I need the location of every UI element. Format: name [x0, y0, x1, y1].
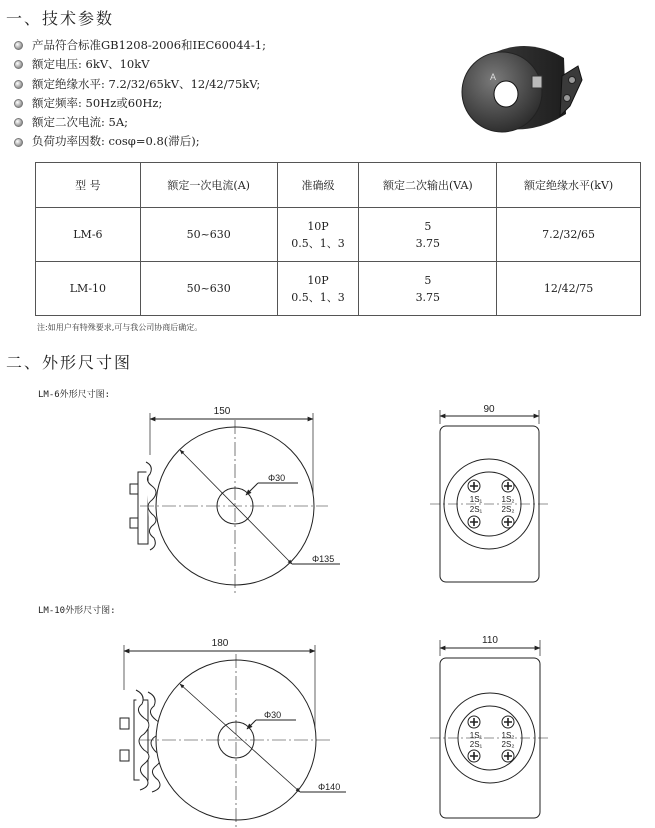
drawing-label-lm6: LM-6外形尺寸图: [38, 390, 111, 400]
spec-text: 额定频率: 50Hz或60Hz; [32, 95, 163, 110]
spec-text: 负荷功率因数: cosφ=0.8(滞后); [32, 134, 200, 149]
spec-text: 额定绝缘水平: 7.2/32/65kV、12/42/75kV; [32, 76, 261, 91]
class-line: 10P [307, 273, 329, 287]
class-line: 10P [307, 219, 329, 233]
section-title-dimensions: 二、外形尺寸图 [6, 353, 133, 372]
lm10-front-view [120, 638, 346, 828]
photo-marking: A [490, 72, 497, 82]
header-model: 型 号 [36, 163, 141, 208]
cell-insulation: 7.2/32/65 [497, 208, 641, 262]
lm10-side-view [430, 635, 550, 818]
terminal-label: 1S₂ [501, 731, 515, 740]
header-insulation: 额定绝缘水平(kV) [497, 163, 641, 208]
lm6-width-dim: 150 [213, 406, 231, 417]
terminal-label: 2S₂ [501, 740, 515, 749]
lm10-outer-dim: Φ140 [318, 782, 341, 792]
output-line: 3.75 [415, 236, 441, 250]
lm6-front-view [130, 406, 340, 594]
section-title-specs: 一、技术参数 [6, 9, 115, 28]
spec-text: 额定二次电流: 5A; [32, 115, 129, 130]
cell-insulation: 12/42/75 [497, 262, 641, 316]
lm10-width-dim: 180 [211, 638, 229, 649]
spec-text: 产品符合标准GB1208-2006和IEC60044-1; [32, 38, 266, 52]
spec-text: 额定电压: 6kV、10kV [32, 57, 150, 72]
table-note: 注:如用户有特殊要求,可与我公司协商后确定。 [37, 323, 203, 332]
lm6-outer-dim: Φ135 [312, 554, 335, 564]
output-line: 5 [424, 273, 432, 287]
cell-model: LM-6 [36, 208, 141, 262]
lm6-side-width-dim: 90 [483, 404, 495, 415]
terminal-label: 2S₂ [501, 505, 515, 514]
terminal-label: 2S₁ [469, 740, 483, 749]
terminal-label: 2S₁ [469, 505, 483, 514]
class-line: 0.5、1、3 [291, 290, 345, 304]
terminal-label: 1S₁ [469, 495, 483, 504]
terminal-label: 1S₁ [469, 731, 483, 740]
drawing-label-lm10: LM-10外形尺寸图: [38, 606, 116, 616]
lm10-side-width-dim: 110 [482, 635, 498, 646]
lm6-inner-dim: Φ30 [268, 473, 286, 483]
header-output: 额定二次输出(VA) [359, 163, 497, 208]
cell-current: 50~630 [140, 208, 277, 262]
terminal-label: 1S₂ [501, 495, 515, 504]
cell-current: 50~630 [140, 262, 277, 316]
header-class: 准确级 [277, 163, 359, 208]
output-line: 3.75 [415, 290, 441, 304]
lm6-side-view [430, 404, 549, 582]
lm10-inner-dim: Φ30 [264, 710, 282, 720]
cell-model: LM-10 [36, 262, 141, 316]
class-line: 0.5、1、3 [291, 236, 345, 250]
header-current: 额定一次电流(A) [140, 163, 277, 208]
output-line: 5 [424, 219, 432, 233]
